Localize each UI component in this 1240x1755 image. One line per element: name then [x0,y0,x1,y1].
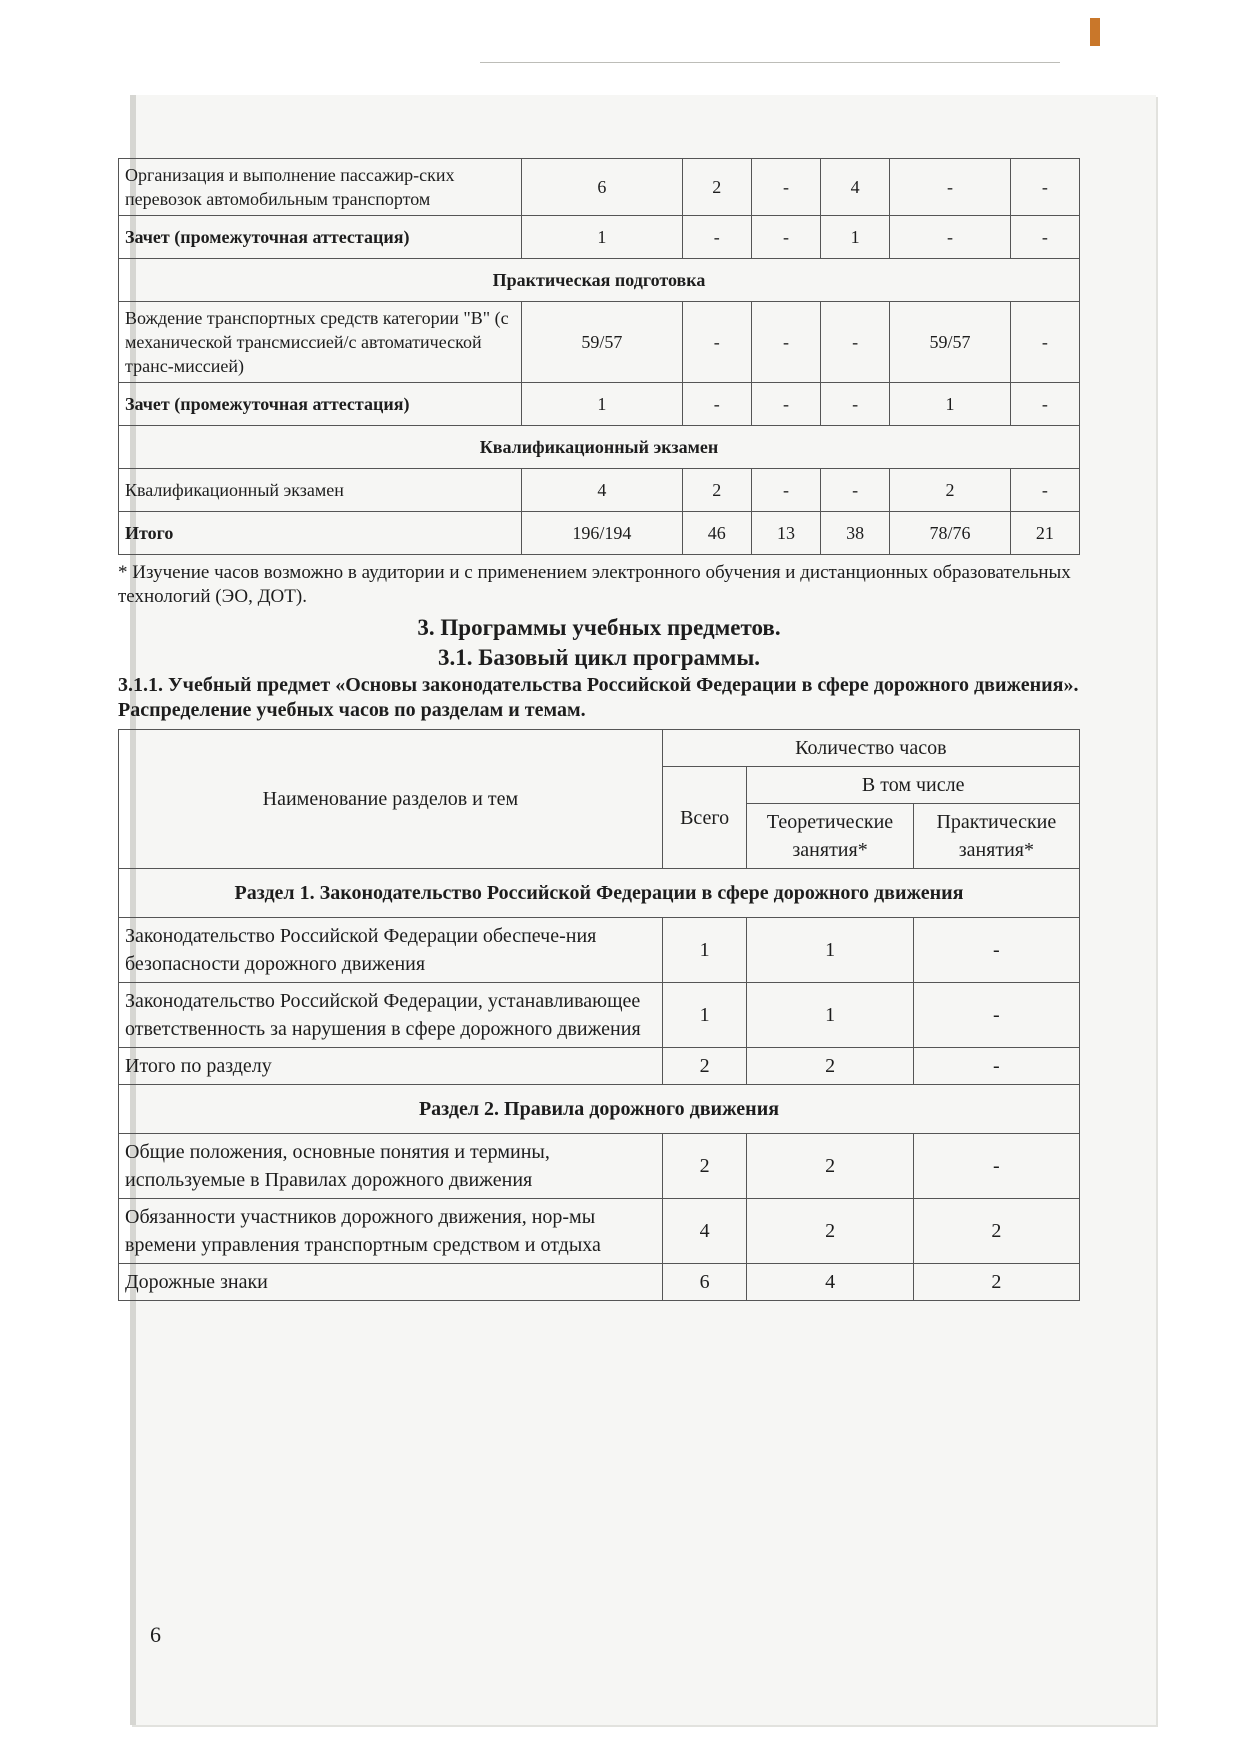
col-header-hours: Количество часов [662,730,1079,767]
row-value: - [751,469,820,512]
row-value: 2 [913,1264,1079,1301]
col-header-theory: Теоретические занятия* [747,804,913,869]
row-value: - [821,383,890,426]
row-value: - [1010,383,1079,426]
table-row [119,1264,1080,1301]
row-value: 78/76 [890,512,1011,555]
row-value: 1 [662,918,747,983]
table-row [119,469,1080,512]
row-value: - [821,469,890,512]
row-value: 1 [821,216,890,259]
table-row [119,383,1080,426]
header-rule [480,62,1060,63]
row-value: 2 [747,1199,913,1264]
row-value: - [890,159,1011,216]
row-value: - [682,216,751,259]
col-header-practice: Практические занятия* [913,804,1079,869]
row-value: - [913,1134,1079,1199]
row-value: 6 [662,1264,747,1301]
section-title: Квалификационный экзамен [119,426,1080,469]
row-value: 59/57 [890,302,1011,383]
row-value: 1 [747,983,913,1048]
row-value: 38 [821,512,890,555]
table-row [119,983,1080,1048]
row-name: Организация и выполнение пассажир-ских перевозок автомобильным транспортом [119,159,522,216]
row-value: 2 [662,1048,747,1085]
row-value: - [1010,216,1079,259]
row-value: 4 [662,1199,747,1264]
row-name: Квалификационный экзамен [119,469,522,512]
row-value: 2 [662,1134,747,1199]
table-row [119,216,1080,259]
section-row [119,1085,1080,1134]
row-value: 2 [682,469,751,512]
section-title: Раздел 1. Законодательство Российской Федерации в сфере дорожного движения [119,869,1080,918]
section-row [119,259,1080,302]
row-name: Вождение транспортных средств категории "В" (с механической трансмиссией/с автоматической транс-миссией) [119,302,522,383]
row-value: - [821,302,890,383]
row-name: Итого по разделу [119,1048,663,1085]
row-value: 4 [821,159,890,216]
section-title: Практическая подготовка [119,259,1080,302]
col-header-name: Наименование разделов и тем [119,730,663,869]
table-row [119,512,1080,555]
distribution-title: Распределение учебных часов по разделам и темам. [118,699,586,721]
table-row [119,1199,1080,1264]
heading-sub: 3.1. Базовый цикл программы. [437,645,761,670]
row-value: - [682,302,751,383]
row-value: 2 [747,1048,913,1085]
row-value: 2 [747,1134,913,1199]
row-value: - [913,983,1079,1048]
col-header-total: Всего [662,767,747,869]
table-row [119,1048,1080,1085]
row-name: Зачет (промежуточная аттестация) [119,216,522,259]
page-tab-mark [1090,18,1100,46]
row-name: Общие положения, основные понятия и термины, используемые в Правилах дорожного движения [119,1134,663,1199]
row-value: 2 [890,469,1011,512]
row-value: - [913,918,1079,983]
row-value: 2 [913,1199,1079,1264]
footnote: * Изучение часов возможно в аудитории и с применением электронного обучения и дистанционных образовательных технологий (ЭО, ДОТ). [118,562,1071,607]
row-value: 4 [522,469,683,512]
row-value: 6 [522,159,683,216]
row-name: Законодательство Российской Федерации обеспече-ния безопасности дорожного движения [119,918,663,983]
curriculum-table [118,158,1080,555]
row-value: 21 [1010,512,1079,555]
row-name: Зачет (промежуточная аттестация) [119,383,522,426]
row-value: - [1010,469,1079,512]
row-value: - [1010,302,1079,383]
page-number: 6 [150,1622,161,1647]
row-value: 196/194 [522,512,683,555]
section-row [119,426,1080,469]
table-row [119,1134,1080,1199]
row-value: - [1010,159,1079,216]
heading-main: 3. Программы учебных предметов. [417,615,781,640]
row-value: 4 [747,1264,913,1301]
row-value: - [682,383,751,426]
section-row [119,869,1080,918]
row-value: 1 [890,383,1011,426]
row-value: 46 [682,512,751,555]
page-content [118,158,1080,1301]
row-value: - [890,216,1011,259]
table-row [119,918,1080,983]
col-header-including: В том числе [747,767,1080,804]
section-title: Раздел 2. Правила дорожного движения [119,1085,1080,1134]
row-value: 1 [662,983,747,1048]
row-value: 13 [751,512,820,555]
row-value: 1 [747,918,913,983]
row-value: - [913,1048,1079,1085]
row-name: Дорожные знаки [119,1264,663,1301]
row-name: Итого [119,512,522,555]
hours-distribution-table [118,729,1080,1301]
row-value: 1 [522,383,683,426]
table-row [119,159,1080,216]
row-name: Законодательство Российской Федерации, устанавливающее ответственность за нарушения в сфере дорожного движения [119,983,663,1048]
row-value: 1 [522,216,683,259]
row-value: - [751,383,820,426]
table-row [119,302,1080,383]
row-value: 2 [682,159,751,216]
row-value: - [751,159,820,216]
row-value: - [751,302,820,383]
row-value: - [751,216,820,259]
row-name: Обязанности участников дорожного движения, нор-мы времени управления транспортным средством и отдыха [119,1199,663,1264]
row-value: 59/57 [522,302,683,383]
subject-title: 3.1.1. Учебный предмет «Основы законодательства Российской Федерации в сфере дорожного движения». [118,674,1079,696]
